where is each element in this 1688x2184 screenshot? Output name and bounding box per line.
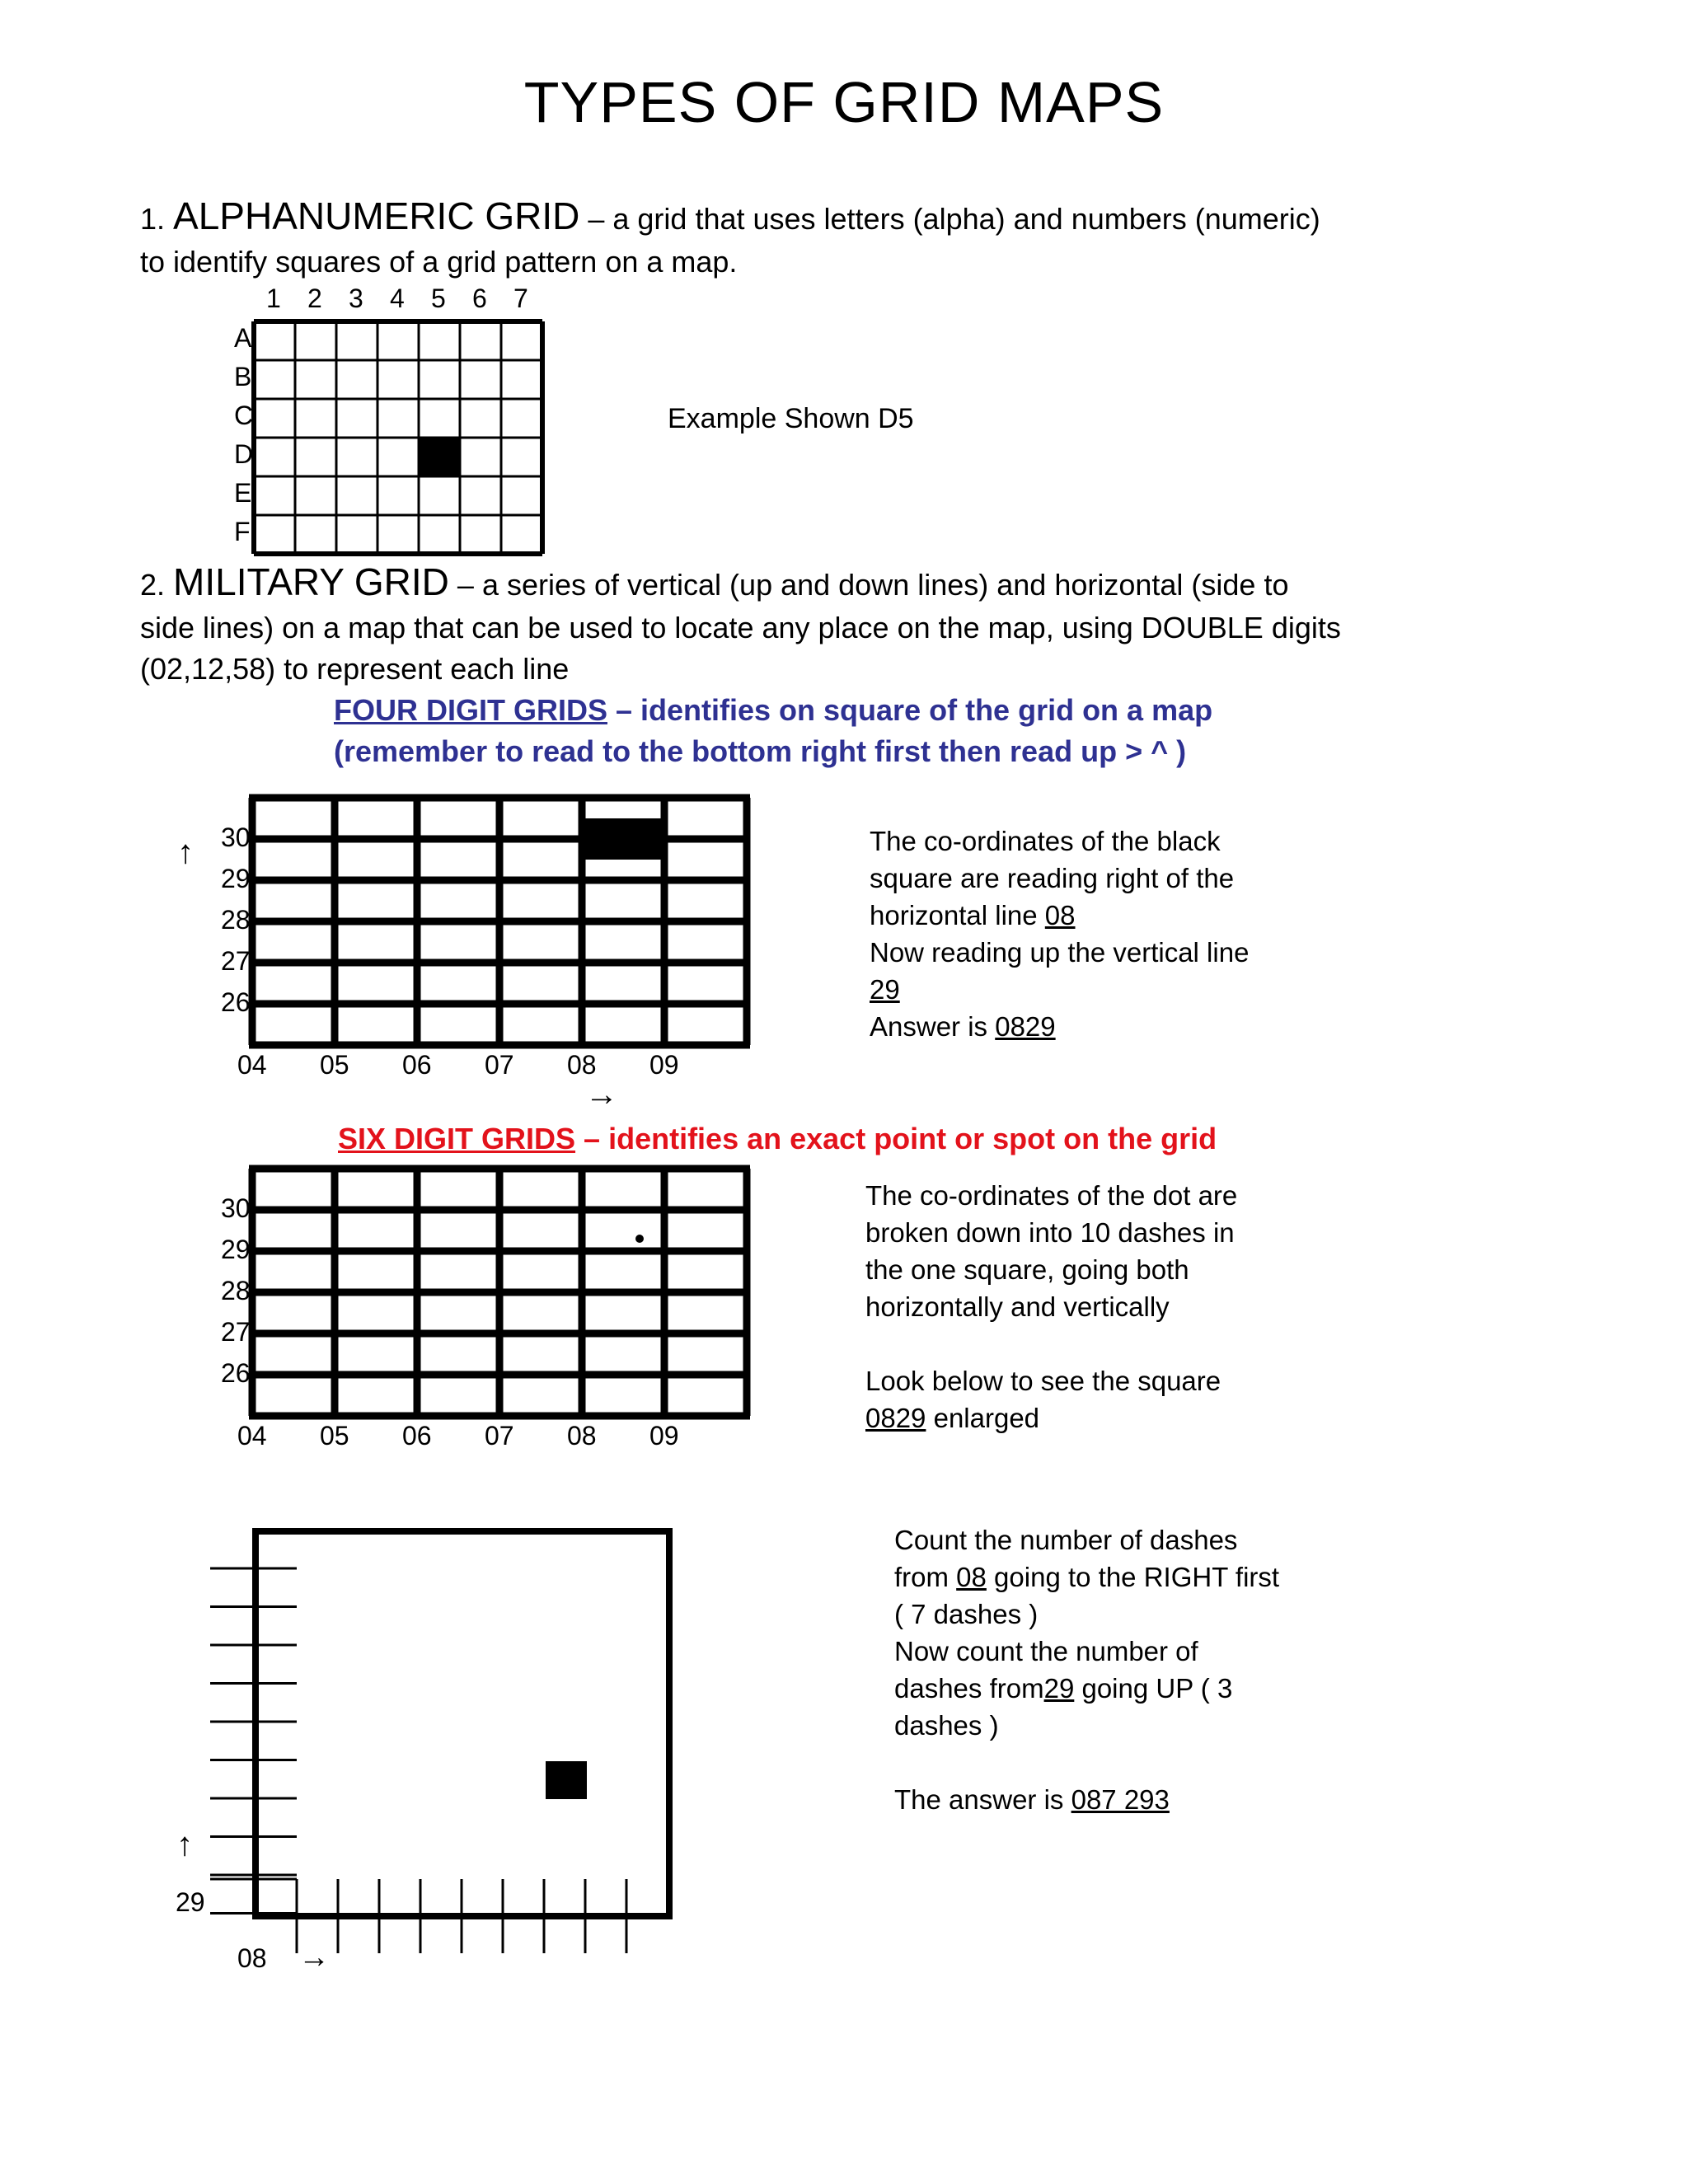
note-text: Answer is xyxy=(870,1011,996,1042)
section1-number: 1. xyxy=(140,202,166,236)
y-axis-label: 27 xyxy=(221,1317,251,1347)
x-axis-label: 04 xyxy=(237,1050,267,1080)
note-underlined-value: 0829 xyxy=(995,1011,1056,1042)
x-axis-label: 05 xyxy=(320,1050,349,1080)
x-axis-label: 04 xyxy=(237,1421,267,1451)
enlarged-square-outline xyxy=(256,1531,669,1916)
enlarged-y-label: 29 xyxy=(176,1887,205,1917)
section1-heading: ALPHANUMERIC GRID xyxy=(173,194,580,237)
note-line: broken down into 10 dashes in xyxy=(865,1217,1235,1248)
enlarged-note xyxy=(894,1521,1279,1818)
section1-desc-line1: – a grid that uses letters (alpha) and numbers (numeric) xyxy=(588,202,1320,236)
note-underlined-value: 29 xyxy=(870,974,900,1005)
row-label: E xyxy=(234,478,252,508)
up-arrow-icon: ↑ xyxy=(176,1826,193,1863)
note-underlined-value: 29 xyxy=(1043,1673,1075,1704)
column-label: 1 xyxy=(266,284,281,313)
x-axis-label: 08 xyxy=(567,1050,597,1080)
note-text: The answer is xyxy=(894,1784,1071,1815)
note-line xyxy=(870,897,1249,934)
note-text: from xyxy=(894,1562,957,1592)
section2-intro xyxy=(140,560,1288,607)
alpha-example-caption: Example Shown D5 xyxy=(668,403,914,434)
x-axis-label: 09 xyxy=(649,1050,679,1080)
section2-desc-line3: (02,12,58) to represent each line xyxy=(140,652,570,686)
note-text: dashes from xyxy=(894,1673,1044,1704)
filled-cell-d5 xyxy=(419,438,460,476)
page-title: TYPES OF GRID MAPS xyxy=(523,70,1165,134)
four-digit-title: FOUR DIGIT GRIDS xyxy=(334,693,607,727)
y-axis-label: 30 xyxy=(221,1193,251,1223)
note-text: enlarged xyxy=(926,1403,1040,1433)
note-underlined-value: 08 xyxy=(956,1562,987,1592)
section1-intro xyxy=(140,194,1320,241)
six-digit-note xyxy=(865,1177,1237,1436)
note-line: square are reading right of the xyxy=(870,863,1235,893)
up-arrow-icon: ↑ xyxy=(177,834,194,870)
section2-desc-line1: – a series of vertical (up and down lines) and horizontal (side to xyxy=(457,568,1289,602)
row-label: F xyxy=(234,517,251,546)
target-square xyxy=(546,1761,587,1799)
section2-desc-line2: side lines) on a map that can be used to locate any place on the map, using DOUBLE digits xyxy=(140,611,1341,644)
six-digit-title-rest: – identifies an exact point or spot on the grid xyxy=(575,1122,1217,1155)
column-label: 2 xyxy=(307,284,322,313)
column-label: 7 xyxy=(513,284,528,313)
note-line: horizontally and vertically xyxy=(865,1291,1170,1322)
filled-square-0829 xyxy=(582,818,664,860)
note-line xyxy=(870,1008,1249,1045)
four-digit-heading xyxy=(334,689,1212,732)
note-line xyxy=(894,1781,1279,1818)
section2-heading: MILITARY GRID xyxy=(173,560,449,603)
note-line: Look below to see the square xyxy=(865,1366,1221,1396)
six-digit-title: SIX DIGIT GRIDS xyxy=(338,1122,576,1155)
column-label: 5 xyxy=(431,284,446,313)
note-line: the one square, going both xyxy=(865,1254,1189,1285)
four-digit-instruction: (remember to read to the bottom right first then read up > ^ ) xyxy=(334,734,1187,768)
x-axis-label: 07 xyxy=(485,1050,514,1080)
note-line: Count the number of dashes xyxy=(894,1525,1238,1555)
y-axis-label: 26 xyxy=(221,987,251,1017)
x-axis-label: 05 xyxy=(320,1421,349,1451)
location-dot xyxy=(635,1235,644,1243)
note-line: dashes ) xyxy=(894,1710,999,1741)
note-line: The co-ordinates of the black xyxy=(870,826,1221,856)
right-arrow-icon: → xyxy=(585,1076,618,1113)
section2-number: 2. xyxy=(140,568,166,602)
column-label: 6 xyxy=(472,284,487,313)
note-line: ( 7 dashes ) xyxy=(894,1599,1039,1629)
x-axis-label: 09 xyxy=(649,1421,679,1451)
x-axis-label: 08 xyxy=(567,1421,597,1451)
y-axis-label: 29 xyxy=(221,864,251,893)
note-underlined-value: 08 xyxy=(1044,900,1076,930)
note-underlined-value: 0829 xyxy=(865,1403,926,1433)
row-label: D xyxy=(234,439,254,469)
row-label: C xyxy=(234,401,254,430)
note-text: going to the RIGHT first xyxy=(986,1562,1280,1592)
column-label: 3 xyxy=(349,284,363,313)
note-line: Now reading up the vertical line xyxy=(870,937,1250,968)
note-line xyxy=(894,1670,1279,1707)
x-axis-label: 06 xyxy=(402,1050,432,1080)
y-axis-label: 28 xyxy=(221,905,251,935)
six-digit-heading xyxy=(338,1118,1217,1160)
note-line xyxy=(894,1558,1279,1596)
x-axis-label: 06 xyxy=(402,1421,432,1451)
y-axis-label: 30 xyxy=(221,823,251,852)
note-line: Now count the number of xyxy=(894,1636,1198,1666)
four-digit-title-rest: – identifies on square of the grid on a map xyxy=(607,693,1213,727)
four-digit-note xyxy=(870,823,1249,1045)
right-arrow-icon: → xyxy=(298,1940,330,1975)
y-axis-label: 28 xyxy=(221,1276,251,1305)
row-label: A xyxy=(234,323,252,353)
note-line: The co-ordinates of the dot are xyxy=(865,1180,1238,1211)
note-text: going UP ( 3 xyxy=(1074,1673,1233,1704)
note-text: horizontal line xyxy=(870,900,1045,930)
note-underlined-value: 087 293 xyxy=(1071,1784,1170,1815)
column-label: 4 xyxy=(390,284,405,313)
section1-desc-line2: to identify squares of a grid pattern on a map. xyxy=(140,245,738,279)
note-line xyxy=(865,1399,1237,1436)
row-label: B xyxy=(234,362,252,391)
x-axis-label: 07 xyxy=(485,1421,514,1451)
y-axis-label: 27 xyxy=(221,946,251,976)
y-axis-label: 29 xyxy=(221,1235,251,1264)
y-axis-label: 26 xyxy=(221,1358,251,1388)
enlarged-x-label: 08 xyxy=(237,1943,267,1973)
